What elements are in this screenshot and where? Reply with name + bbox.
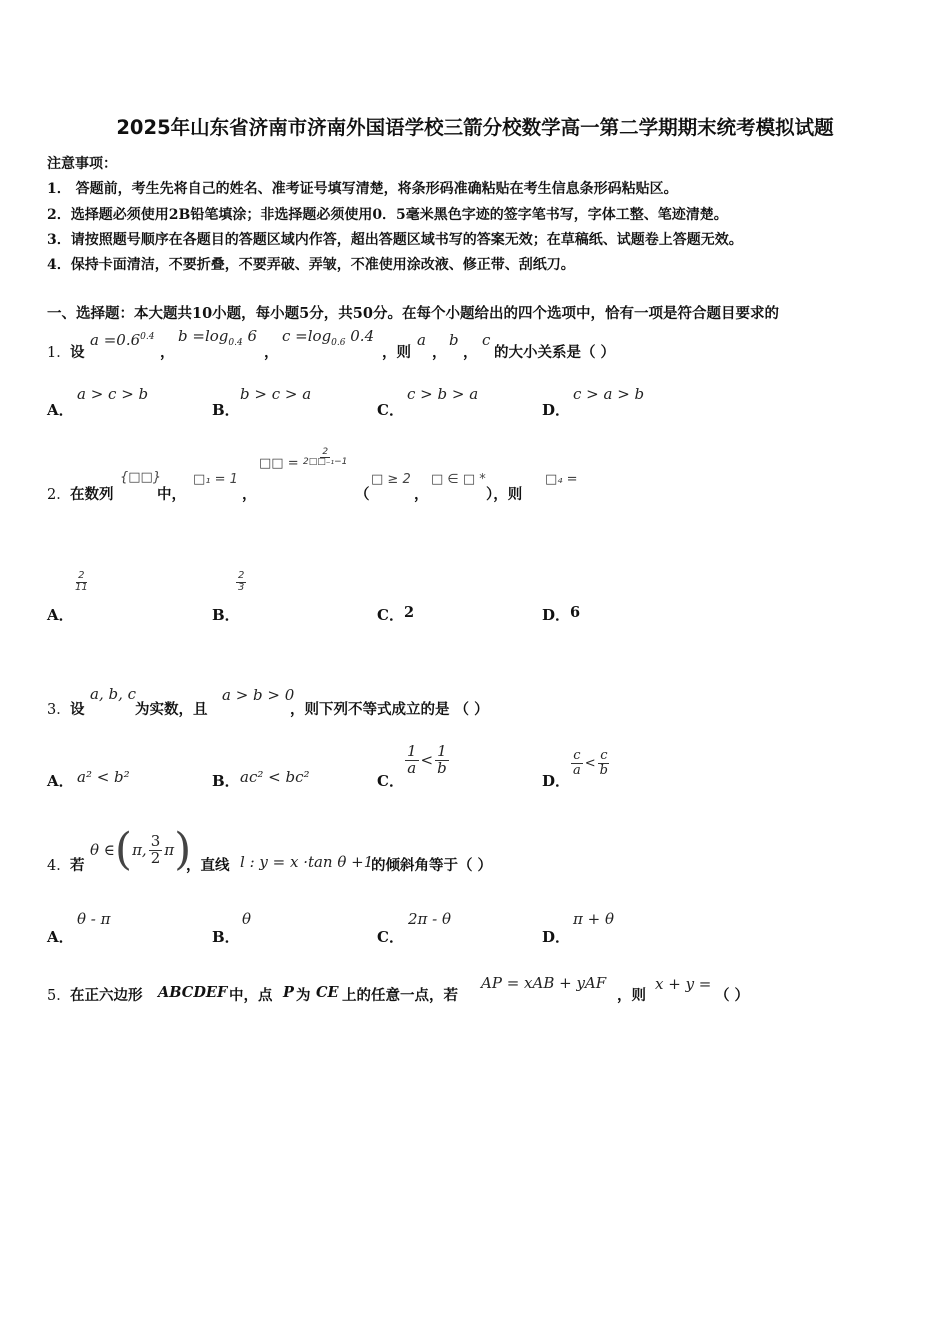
option-d-value: c > a > b	[573, 385, 645, 403]
option-label-a[interactable]: A．	[47, 772, 74, 790]
notice-item: 1． 答题前，考生先将自己的姓名、准考证号填写清楚，将条形码准确粘贴在考生信息条形码粘贴区。	[47, 181, 678, 197]
option-label-b[interactable]: B．	[212, 401, 240, 419]
math-expression: $b =\log_{0.4}$ 6	[178, 327, 258, 348]
math-expression: □ ≥ 2	[371, 472, 411, 487]
option-label-a[interactable]: A．	[47, 606, 74, 624]
option-label-c[interactable]: C．	[377, 606, 404, 624]
math-expression: □₄ =	[545, 472, 578, 487]
question-number: 5．	[47, 988, 71, 1004]
option-d-value: π + θ	[573, 910, 614, 928]
math-variable: a	[417, 331, 426, 349]
option-c-value: c > b > a	[407, 385, 479, 403]
question-text: （ ）	[715, 987, 750, 1004]
option-d-value: 6	[570, 604, 581, 621]
question-number: 3．	[47, 702, 71, 718]
option-b-value: $\frac{2}{3}$	[238, 570, 245, 593]
question-text: ），则	[486, 486, 523, 503]
option-b-value: θ	[242, 910, 252, 928]
math-variable: c	[482, 331, 491, 349]
question-text: ，则下列不等式成立的是 （ ）	[290, 701, 489, 718]
question-text: 中，	[157, 486, 186, 503]
page-title: 2025年山东省济南市济南外国语学校三箭分校数学高一第二学期期末统考模拟试题	[116, 116, 834, 139]
math-expression: $a =0.6^{0.4}$	[90, 331, 155, 349]
math-variable: b	[449, 331, 459, 349]
option-label-a[interactable]: A．	[47, 928, 74, 946]
option-label-d[interactable]: D．	[542, 928, 571, 946]
math-expression: □₁ = 1	[193, 472, 238, 487]
question-text: 若	[70, 857, 85, 874]
notice-item: 3．请按照题号顺序在各题目的答题区域内作答，超出答题区域书写的答案无效；在草稿纸、试题卷上答题无效。	[47, 232, 743, 248]
option-c-value: 2π - θ	[408, 910, 452, 928]
math-expression: a, b, c	[90, 685, 137, 703]
question-text: ，则	[382, 344, 411, 361]
question-text: 的倾斜角等于（ ）	[371, 857, 493, 874]
math-expression: {□□}	[120, 470, 162, 485]
question-text: 为实数，且	[135, 701, 208, 718]
math-expression: l : y = x ·tan θ +1	[240, 853, 374, 871]
question-text: ，直线	[186, 857, 230, 874]
separator: ，	[160, 344, 175, 361]
option-label-a[interactable]: A．	[47, 401, 74, 419]
math-expression: □ ∈ □ *	[431, 472, 486, 487]
question-text: 在正六边形	[70, 987, 143, 1004]
question-text: ，则	[617, 987, 646, 1004]
option-label-d[interactable]: D．	[542, 772, 571, 790]
separator: ，	[264, 344, 279, 361]
question-text: 在数列	[70, 486, 114, 503]
option-label-b[interactable]: B．	[212, 772, 240, 790]
question-number: 2．	[47, 487, 71, 503]
question-text: 中，点	[229, 987, 273, 1004]
math-expression: θ ∈ ( π, $\frac{3}{2}$ π )	[90, 824, 192, 875]
math-expression: $c =\log_{0.6}$ 0.4	[282, 327, 375, 348]
math-variable: ABCDEF	[158, 984, 228, 1001]
option-label-b[interactable]: B．	[212, 606, 240, 624]
notice-heading: 注意事项：	[47, 156, 117, 172]
separator: ，	[242, 486, 257, 503]
separator: ，	[463, 344, 478, 361]
fraction: $\frac{2}{\text{2□□₋₁−1}}$	[303, 447, 348, 468]
option-d-value: $\frac{c}{a}$ < $\frac{c}{b}$	[573, 748, 608, 778]
option-a-value: a > c > b	[77, 385, 149, 403]
math-variable: P	[283, 984, 294, 1001]
option-b-value: ac² < bc²	[240, 768, 310, 786]
math-expression: a > b > 0	[222, 686, 295, 704]
separator: （	[355, 486, 370, 503]
option-label-d[interactable]: D．	[542, 401, 571, 419]
option-a-value: $\frac{2}{11}$	[75, 570, 88, 593]
option-b-value: b > c > a	[240, 385, 312, 403]
question-text: 设	[70, 701, 85, 718]
question-text: 设	[70, 344, 85, 361]
option-label-c[interactable]: C．	[377, 772, 404, 790]
math-expression: AP = xAB + yAF	[481, 974, 607, 992]
option-label-d[interactable]: D．	[542, 606, 571, 624]
option-label-c[interactable]: C．	[377, 928, 404, 946]
section-heading: 一、选择题：本大题共10小题，每小题5分，共50分。在每个小题给出的四个选项中，恰有一项是符合题目要求的	[47, 305, 779, 322]
math-variable: CE	[316, 984, 339, 1001]
question-text: 上的任意一点，若	[342, 987, 458, 1004]
math-expression: □□ =	[259, 456, 299, 471]
option-a-value: θ - π	[77, 910, 111, 928]
question-text: 的大小关系是（ ）	[494, 344, 616, 361]
notice-item: 2．选择题必须使用2B铅笔填涂；非选择题必须使用0．5毫米黑色字迹的签字笔书写，字体工整、笔迹清楚。	[47, 207, 728, 223]
notice-item: 4．保持卡面清洁，不要折叠，不要弄破、弄皱，不准使用涂改液、修正带、刮纸刀。	[47, 257, 575, 273]
question-number: 4．	[47, 858, 71, 874]
separator: ，	[432, 344, 447, 361]
option-c-value: 2	[404, 604, 415, 621]
separator: ，	[414, 486, 429, 503]
question-number: 1．	[47, 345, 71, 361]
option-a-value: a² < b²	[77, 768, 130, 786]
option-c-value: $\frac{1}{a}$ < $\frac{1}{b}$	[407, 742, 447, 777]
question-text: 为	[296, 987, 311, 1004]
math-expression: x + y =	[655, 975, 712, 993]
option-label-b[interactable]: B．	[212, 928, 240, 946]
option-label-c[interactable]: C．	[377, 401, 404, 419]
